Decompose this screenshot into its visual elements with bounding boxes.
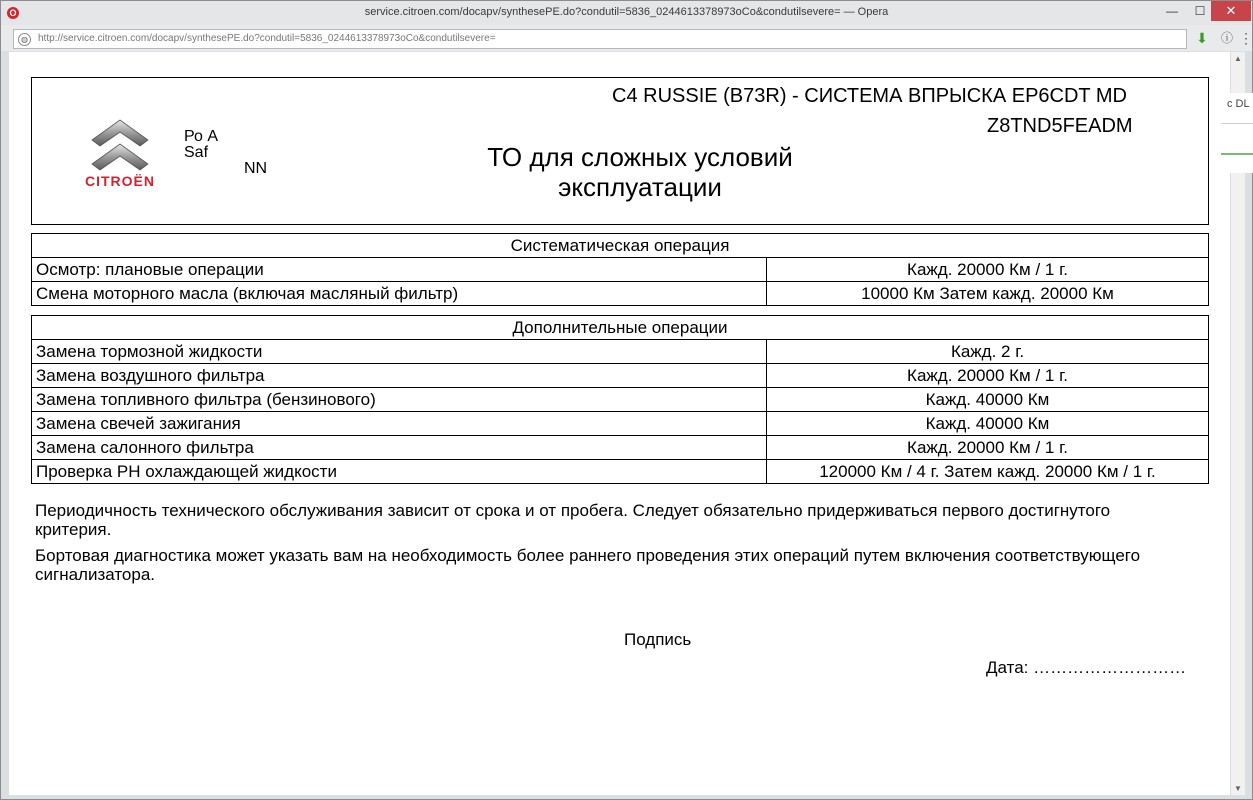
title-bar	[1, 1, 1252, 25]
operation-interval: Кажд. 2 г.	[767, 340, 1209, 364]
client-block	[184, 128, 268, 177]
opera-icon[interactable]: O	[7, 7, 19, 19]
operation-name: Замена топливного фильтра (бензинового)	[32, 388, 767, 412]
close-button[interactable]: ✕	[1211, 1, 1251, 21]
address-url[interactable]: http://service.citroen.com/docapv/synthesePE.do?condutil=5836_0244613378973oCo&condutilsevere=	[38, 33, 496, 44]
table-row	[32, 436, 1209, 460]
page-title-line-1: ТО для сложных условий	[487, 142, 793, 172]
operation-interval: Кажд. 20000 Км / 1 г.	[767, 258, 1209, 282]
page-title-line-2: эксплуатации	[558, 172, 722, 202]
window-title: service.citroen.com/docapv/synthesePE.do?condutil=5836_0244613378973oCo&condutilsevere= — Opera	[364, 6, 889, 18]
minimize-button[interactable]: —	[1166, 4, 1178, 18]
divider	[1221, 123, 1253, 124]
brand-name: CITROËN	[85, 173, 155, 189]
table-row	[32, 282, 1209, 306]
download-icon[interactable]: ⬇	[1196, 30, 1208, 46]
vehicle-title: C4 RUSSIE (B73R) - СИСТЕМА ВПРЫСКА EP6CDT MD	[612, 85, 1127, 107]
table-row	[32, 364, 1209, 388]
operation-name: Осмотр: плановые операции	[32, 258, 767, 282]
additional-operations-table	[31, 315, 1209, 484]
table-row	[32, 340, 1209, 364]
redaction-overlay	[1143, 108, 1207, 213]
operation-interval: Кажд. 20000 Км / 1 г.	[767, 436, 1209, 460]
peek-text: c DL	[1227, 98, 1250, 110]
table-row	[32, 412, 1209, 436]
signature-label: Подпись	[624, 630, 692, 649]
document-header	[31, 77, 1209, 225]
maintenance-note: Периодичность технического обслуживания зависит от срока и от пробега. Следует обязательно придерживаться первого достигнутого критерия.	[35, 501, 1111, 539]
graph-line	[1221, 153, 1253, 155]
operation-name: Смена моторного масла (включая масляный фильтр)	[32, 282, 767, 306]
table-row	[32, 388, 1209, 412]
table-row	[32, 460, 1209, 484]
operation-interval: 10000 Км Затем кажд. 20000 Км	[767, 282, 1209, 306]
diagnostics-note: Бортовая диагностика может указать вам на необходимость более раннего проведения этих операций путем включения соответствующего сигнализатора.	[35, 546, 1141, 584]
operation-interval: Кажд. 40000 Км	[767, 412, 1209, 436]
toolbar	[1, 25, 1252, 51]
operation-name: Проверка PH охлаждающей жидкости	[32, 460, 767, 484]
citroen-logo	[70, 116, 170, 191]
operation-name: Замена салонного фильтра	[32, 436, 767, 460]
operation-interval: Кажд. 20000 Км / 1 г.	[767, 364, 1209, 388]
operation-name: Замена свечей зажигания	[32, 412, 767, 436]
operation-name: Замена тормозной жидкости	[32, 340, 767, 364]
date-label: Дата: ………………………	[986, 658, 1187, 677]
table-row	[32, 258, 1209, 282]
background-window-peek	[1221, 93, 1253, 173]
vin-number: Z8TND5FEADM	[987, 115, 1133, 137]
scroll-up-icon[interactable]: ▲	[1234, 54, 1242, 63]
client-line-2: Saf	[184, 144, 209, 161]
operation-name: Замена воздушного фильтра	[32, 364, 767, 388]
menu-icon[interactable]: ⋮	[1239, 30, 1253, 46]
client-line-3: NN	[244, 160, 268, 177]
operation-interval: 120000 Км / 4 г. Затем кажд. 20000 Км / 1 г.	[767, 460, 1209, 484]
table-heading: Систематическая операция	[32, 234, 1209, 258]
chevron-logo-icon	[70, 116, 170, 174]
operation-interval: Кажд. 40000 Км	[767, 388, 1209, 412]
systematic-operations-table	[31, 233, 1209, 306]
maximize-button[interactable]: ☐	[1194, 4, 1206, 18]
client-line-1: Ро А	[184, 128, 218, 145]
page-title	[480, 142, 800, 202]
scroll-down-icon[interactable]: ▼	[1234, 784, 1242, 793]
address-bar[interactable]	[13, 29, 1187, 49]
info-icon[interactable]: ⓘ	[1220, 31, 1233, 45]
globe-icon: ◍	[18, 33, 31, 46]
page-viewport	[9, 52, 1230, 795]
table-heading: Дополнительные операции	[32, 316, 1209, 340]
